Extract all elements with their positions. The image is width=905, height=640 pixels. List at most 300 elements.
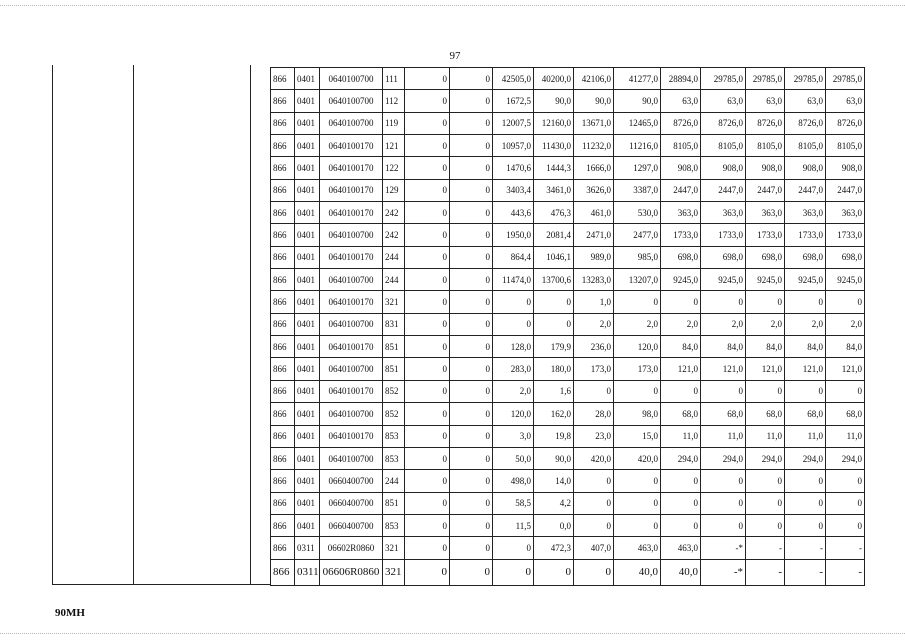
table-cell: 363,0 [701, 202, 746, 224]
table-row [271, 157, 865, 179]
table-cell: 0 [493, 559, 534, 585]
table-cell: 50,0 [493, 447, 534, 469]
table-cell: 121,0 [826, 358, 865, 380]
table-cell: 866 [271, 336, 295, 358]
table-cell: 0 [574, 559, 614, 585]
table-cell: 866 [271, 112, 295, 134]
table-cell: 0 [450, 135, 493, 157]
table-cell: 0 [450, 246, 493, 268]
table-row [271, 246, 865, 268]
table-cell: 0660400700 [320, 470, 383, 492]
table-cell: 58,5 [493, 492, 534, 514]
left-column-line-3 [250, 65, 251, 585]
table-cell: 0 [785, 492, 826, 514]
table-cell: 0 [405, 358, 450, 380]
table-cell: 0640100170 [320, 157, 383, 179]
table-cell: 866 [271, 403, 295, 425]
table-cell: 63,0 [826, 90, 865, 112]
left-column-line-1 [52, 65, 53, 585]
table-cell: 853 [383, 425, 405, 447]
table-cell: 0 [574, 470, 614, 492]
table-cell: 68,0 [785, 403, 826, 425]
table-cell: 0 [826, 291, 865, 313]
table-cell: 3,0 [493, 425, 534, 447]
table-cell: 0401 [295, 380, 320, 402]
table-cell: 866 [271, 224, 295, 246]
table-cell: 11,0 [785, 425, 826, 447]
table-row [271, 112, 865, 134]
table-cell: 06602R0860 [320, 537, 383, 559]
table-cell: 0 [450, 492, 493, 514]
table-cell: 8726,0 [785, 112, 826, 134]
table-cell: 10957,0 [493, 135, 534, 157]
table-cell: 0640100170 [320, 336, 383, 358]
table-cell: 0 [785, 380, 826, 402]
table-row [271, 202, 865, 224]
table-cell: 1046,1 [534, 246, 574, 268]
table-cell: 0640100170 [320, 246, 383, 268]
table-cell: 9245,0 [746, 269, 785, 291]
table-cell: 0640100700 [320, 90, 383, 112]
table-cell: 407,0 [574, 537, 614, 559]
table-cell: 0 [405, 246, 450, 268]
table-cell: 0 [493, 537, 534, 559]
table-cell: 9245,0 [701, 269, 746, 291]
table-cell: 294,0 [701, 447, 746, 469]
table-cell: 1,6 [534, 380, 574, 402]
table-cell: 0 [405, 90, 450, 112]
table-cell: 0401 [295, 224, 320, 246]
table-cell: 866 [271, 157, 295, 179]
table-cell: 866 [271, 559, 295, 585]
table-cell: 0 [746, 492, 785, 514]
table-row [271, 425, 865, 447]
table-cell: 698,0 [785, 246, 826, 268]
table-cell: 119 [383, 112, 405, 134]
table-cell: 29785,0 [746, 68, 785, 90]
table-cell: 0 [450, 380, 493, 402]
table-cell: 0 [450, 336, 493, 358]
table-cell: 0 [450, 157, 493, 179]
table-cell: 866 [271, 202, 295, 224]
table-row [271, 380, 865, 402]
table-cell: 294,0 [826, 447, 865, 469]
table-cell: 294,0 [661, 447, 701, 469]
table-cell: 0 [785, 291, 826, 313]
table-cell: 0 [405, 112, 450, 134]
table-cell: 1950,0 [493, 224, 534, 246]
table-cell: - [826, 537, 865, 559]
table-cell: 0 [701, 514, 746, 536]
table-cell: 0 [785, 470, 826, 492]
table-cell: 29785,0 [785, 68, 826, 90]
table-cell: - [785, 537, 826, 559]
table-cell: 244 [383, 470, 405, 492]
table-cell: 84,0 [661, 336, 701, 358]
table-cell: 0401 [295, 313, 320, 335]
table-cell: 0 [614, 492, 661, 514]
table-cell: 476,3 [534, 202, 574, 224]
table-cell: 0640100170 [320, 291, 383, 313]
table-cell: 866 [271, 425, 295, 447]
table-cell: 40,0 [614, 559, 661, 585]
table-cell: 3626,0 [574, 179, 614, 201]
table-cell: 1297,0 [614, 157, 661, 179]
table-cell: 0401 [295, 403, 320, 425]
budget-table-body [271, 68, 865, 586]
table-cell: 363,0 [785, 202, 826, 224]
table-cell: 0 [493, 291, 534, 313]
table-cell: 68,0 [826, 403, 865, 425]
table-cell: 120,0 [493, 403, 534, 425]
table-cell: 0660400700 [320, 492, 383, 514]
table-row [271, 514, 865, 536]
table-cell: 11474,0 [493, 269, 534, 291]
table-cell: 0 [450, 68, 493, 90]
table-cell: 853 [383, 514, 405, 536]
table-cell: 989,0 [574, 246, 614, 268]
table-cell: 0640100700 [320, 224, 383, 246]
table-row [271, 269, 865, 291]
table-cell: 84,0 [701, 336, 746, 358]
table-cell: 63,0 [746, 90, 785, 112]
table-cell: 0 [405, 313, 450, 335]
table-cell: 0640100700 [320, 358, 383, 380]
table-cell: 242 [383, 224, 405, 246]
table-cell: 11,5 [493, 514, 534, 536]
table-cell: 0 [450, 447, 493, 469]
table-cell: 0311 [295, 559, 320, 585]
table-cell: 1444,3 [534, 157, 574, 179]
table-cell: 0 [405, 224, 450, 246]
table-cell: 8105,0 [746, 135, 785, 157]
table-cell: 2471,0 [574, 224, 614, 246]
table-cell: 0640100700 [320, 447, 383, 469]
table-cell: 908,0 [661, 157, 701, 179]
table-cell: 866 [271, 313, 295, 335]
table-cell: 866 [271, 269, 295, 291]
table-row [271, 492, 865, 514]
table-cell: 2,0 [785, 313, 826, 335]
table-cell: 0660400700 [320, 514, 383, 536]
table-cell: 15,0 [614, 425, 661, 447]
table-cell: 84,0 [826, 336, 865, 358]
table-row [271, 68, 865, 90]
table-cell: 0401 [295, 179, 320, 201]
table-row [271, 291, 865, 313]
table-cell: 852 [383, 403, 405, 425]
table-cell: 06606R0860 [320, 559, 383, 585]
table-cell: -* [701, 559, 746, 585]
table-cell: 321 [383, 559, 405, 585]
table-cell: 0401 [295, 492, 320, 514]
table-cell: 11216,0 [614, 135, 661, 157]
table-cell: 0 [405, 336, 450, 358]
table-cell: 0 [405, 403, 450, 425]
table-cell: 8105,0 [701, 135, 746, 157]
table-cell: 0640100700 [320, 403, 383, 425]
table-cell: 0 [405, 380, 450, 402]
table-cell: 0 [614, 470, 661, 492]
table-cell: 11232,0 [574, 135, 614, 157]
table-cell: 2447,0 [661, 179, 701, 201]
table-cell: 461,0 [574, 202, 614, 224]
table-cell: 0 [534, 559, 574, 585]
table-cell: 0401 [295, 90, 320, 112]
table-cell: 4,2 [534, 492, 574, 514]
table-cell: 866 [271, 135, 295, 157]
table-cell: 9245,0 [785, 269, 826, 291]
table-cell: 0 [405, 492, 450, 514]
table-cell: 121 [383, 135, 405, 157]
table-cell: 12007,5 [493, 112, 534, 134]
table-cell: 0 [450, 291, 493, 313]
table-cell: 0 [661, 470, 701, 492]
table-cell: 0 [826, 470, 865, 492]
table-cell: 98,0 [614, 403, 661, 425]
table-cell: 13283,0 [574, 269, 614, 291]
table-cell: 1666,0 [574, 157, 614, 179]
table-cell: 463,0 [661, 537, 701, 559]
table-cell: 0 [785, 514, 826, 536]
table-cell: 866 [271, 380, 295, 402]
table-cell: 420,0 [614, 447, 661, 469]
table-cell: 0 [450, 112, 493, 134]
table-cell: 2,0 [701, 313, 746, 335]
table-cell: 866 [271, 514, 295, 536]
table-cell: 0401 [295, 157, 320, 179]
table-cell: 0 [405, 291, 450, 313]
table-cell: 0 [405, 135, 450, 157]
table-cell: 8726,0 [701, 112, 746, 134]
table-cell: 0 [450, 403, 493, 425]
table-cell: 90,0 [574, 90, 614, 112]
table-cell: 120,0 [614, 336, 661, 358]
table-cell: 3403,4 [493, 179, 534, 201]
table-cell: 180,0 [534, 358, 574, 380]
table-cell: 0 [405, 202, 450, 224]
table-cell: 0401 [295, 112, 320, 134]
table-cell: 1,0 [574, 291, 614, 313]
table-cell: 866 [271, 470, 295, 492]
table-cell: 0 [450, 425, 493, 447]
table-cell: 28,0 [574, 403, 614, 425]
table-cell: 851 [383, 492, 405, 514]
table-cell: 0 [450, 514, 493, 536]
table-cell: 866 [271, 90, 295, 112]
table-cell: 2447,0 [785, 179, 826, 201]
table-row [271, 559, 865, 585]
table-cell: 908,0 [785, 157, 826, 179]
table-cell: 0 [701, 492, 746, 514]
table-cell: 129 [383, 179, 405, 201]
table-cell: 0 [405, 559, 450, 585]
table-cell: 420,0 [574, 447, 614, 469]
table-cell: 0 [450, 179, 493, 201]
table-cell: 443,6 [493, 202, 534, 224]
table-cell: 162,0 [534, 403, 574, 425]
table-cell: 698,0 [826, 246, 865, 268]
table-cell: 19,8 [534, 425, 574, 447]
table-cell: 68,0 [746, 403, 785, 425]
table-cell: 0401 [295, 246, 320, 268]
table-cell: 84,0 [785, 336, 826, 358]
table-cell: 0 [534, 291, 574, 313]
table-cell: 530,0 [614, 202, 661, 224]
table-cell: 40200,0 [534, 68, 574, 90]
table-cell: 8105,0 [661, 135, 701, 157]
table-cell: 321 [383, 291, 405, 313]
table-cell: 122 [383, 157, 405, 179]
table-cell: 0 [450, 537, 493, 559]
table-cell: 908,0 [746, 157, 785, 179]
table-cell: 0 [405, 514, 450, 536]
table-cell: 244 [383, 246, 405, 268]
table-cell: 866 [271, 447, 295, 469]
table-cell: 84,0 [746, 336, 785, 358]
table-cell: 294,0 [785, 447, 826, 469]
table-cell: 8726,0 [746, 112, 785, 134]
table-cell: 0 [534, 313, 574, 335]
table-cell: 0 [405, 425, 450, 447]
table-cell: 2,0 [574, 313, 614, 335]
table-cell: 866 [271, 358, 295, 380]
table-cell: 2,0 [493, 380, 534, 402]
table-cell: 908,0 [826, 157, 865, 179]
table-cell: 121,0 [746, 358, 785, 380]
table-cell: 42505,0 [493, 68, 534, 90]
table-row [271, 447, 865, 469]
table-cell: 28894,0 [661, 68, 701, 90]
table-cell: 244 [383, 269, 405, 291]
table-cell: 0 [701, 470, 746, 492]
table-cell: 0640100170 [320, 135, 383, 157]
table-cell: 0401 [295, 336, 320, 358]
table-cell: 0 [574, 380, 614, 402]
table-cell: 851 [383, 358, 405, 380]
table-cell: 283,0 [493, 358, 534, 380]
table-cell: 242 [383, 202, 405, 224]
table-cell: 23,0 [574, 425, 614, 447]
table-cell: 11,0 [701, 425, 746, 447]
table-cell: 11,0 [826, 425, 865, 447]
table-cell: 985,0 [614, 246, 661, 268]
table-cell: - [785, 559, 826, 585]
table-cell: 29785,0 [826, 68, 865, 90]
footer-code: 90МН [55, 607, 85, 619]
table-cell: 121,0 [701, 358, 746, 380]
table-cell: 173,0 [574, 358, 614, 380]
table-cell: 363,0 [826, 202, 865, 224]
table-cell: 853 [383, 447, 405, 469]
table-cell: 0,0 [534, 514, 574, 536]
table-row [271, 358, 865, 380]
table-cell: 498,0 [493, 470, 534, 492]
table-cell: 0 [701, 291, 746, 313]
table-cell: 0 [450, 470, 493, 492]
table-cell: 0 [493, 313, 534, 335]
table-cell: 698,0 [661, 246, 701, 268]
table-cell: 0 [450, 90, 493, 112]
table-cell: 3461,0 [534, 179, 574, 201]
scan-edge-bottom [0, 633, 905, 634]
table-cell: 0401 [295, 68, 320, 90]
table-cell: 0311 [295, 537, 320, 559]
table-cell: 2,0 [614, 313, 661, 335]
table-cell: 0401 [295, 202, 320, 224]
table-row [271, 470, 865, 492]
table-cell: 0 [614, 514, 661, 536]
table-cell: 11,0 [746, 425, 785, 447]
table-cell: 363,0 [746, 202, 785, 224]
table-cell: 0640100700 [320, 112, 383, 134]
table-cell: 121,0 [661, 358, 701, 380]
table-row [271, 403, 865, 425]
table-cell: 0 [450, 358, 493, 380]
table-cell: 0 [826, 380, 865, 402]
table-cell: 11,0 [661, 425, 701, 447]
table-cell: 0 [405, 447, 450, 469]
table-cell: 831 [383, 313, 405, 335]
table-cell: 2447,0 [826, 179, 865, 201]
table-cell: 1672,5 [493, 90, 534, 112]
table-cell: - [746, 537, 785, 559]
table-cell: 0 [405, 537, 450, 559]
table-cell: 68,0 [701, 403, 746, 425]
table-cell: 0 [746, 470, 785, 492]
table-cell: 0 [450, 559, 493, 585]
table-cell: 0 [574, 492, 614, 514]
table-cell: 866 [271, 492, 295, 514]
table-cell: -* [701, 537, 746, 559]
table-cell: 908,0 [701, 157, 746, 179]
table-cell: 2,0 [661, 313, 701, 335]
table-cell: 0 [661, 380, 701, 402]
table-cell: 0401 [295, 135, 320, 157]
table-cell: 0 [701, 380, 746, 402]
table-cell: 63,0 [785, 90, 826, 112]
table-cell: 321 [383, 537, 405, 559]
table-cell: 463,0 [614, 537, 661, 559]
table-row [271, 179, 865, 201]
table-cell: 2477,0 [614, 224, 661, 246]
table-cell: 0 [574, 514, 614, 536]
table-cell: 472,3 [534, 537, 574, 559]
table-cell: - [746, 559, 785, 585]
table-cell: 852 [383, 380, 405, 402]
table-cell: 0 [405, 470, 450, 492]
table-cell: 121,0 [785, 358, 826, 380]
table-cell: 41277,0 [614, 68, 661, 90]
table-cell: 2447,0 [746, 179, 785, 201]
table-cell: 294,0 [746, 447, 785, 469]
table-cell: 0 [405, 68, 450, 90]
table-cell: 0 [661, 514, 701, 536]
table-cell: 0640100170 [320, 425, 383, 447]
table-cell: 2,0 [826, 313, 865, 335]
table-cell: 0 [614, 291, 661, 313]
table-cell: 0640100700 [320, 313, 383, 335]
table-cell: 0401 [295, 358, 320, 380]
table-cell: 40,0 [661, 559, 701, 585]
table-cell: 90,0 [534, 90, 574, 112]
table-row [271, 336, 865, 358]
table-cell: - [826, 559, 865, 585]
table-cell: 0640100700 [320, 68, 383, 90]
table-cell: 90,0 [614, 90, 661, 112]
table-cell: 0 [450, 202, 493, 224]
table-cell: 8726,0 [826, 112, 865, 134]
